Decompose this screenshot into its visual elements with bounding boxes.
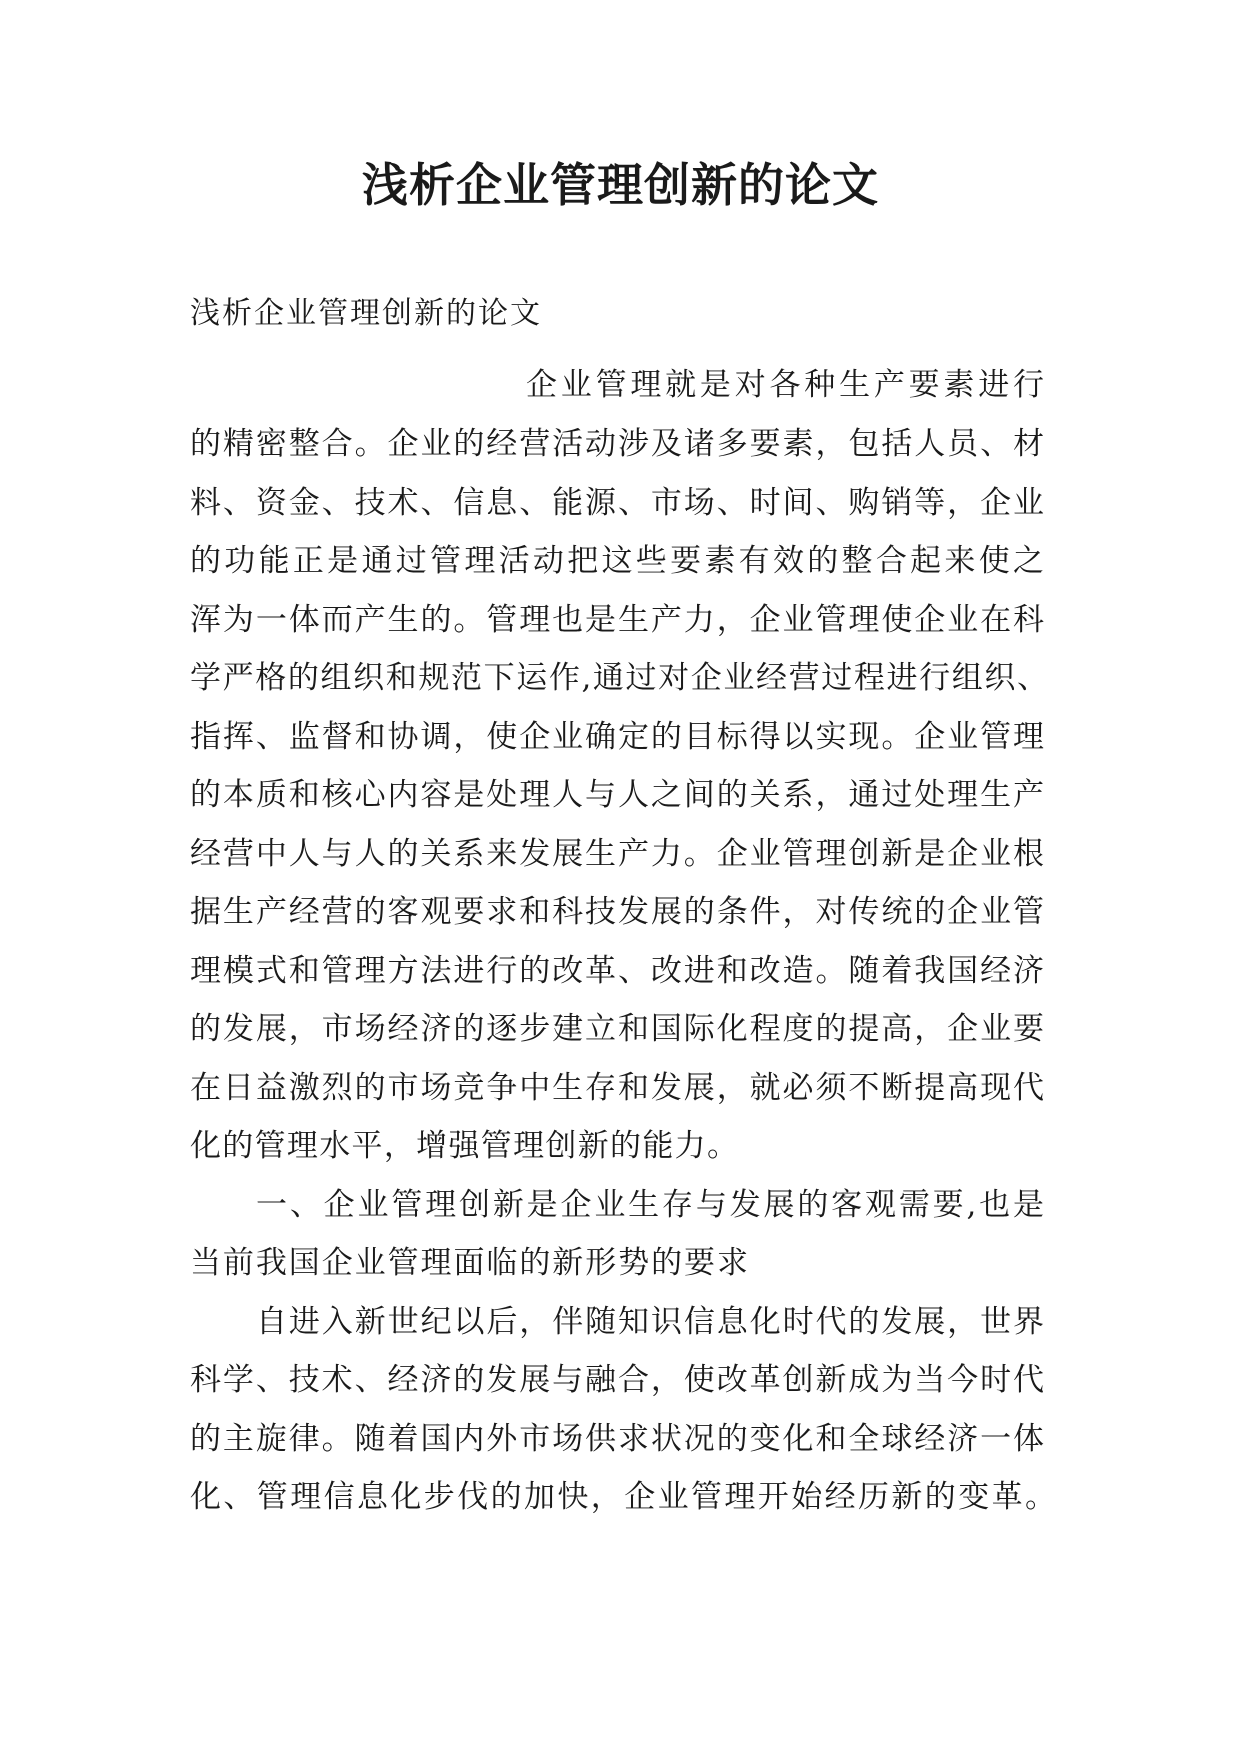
paragraph-line: 自进入新世纪以后，伴随知识信息化时代的发展，世界 [256, 1304, 1044, 1340]
paragraph-line: 化、管理信息化步伐的加快，企业管理开始经历新的变革。 [190, 1479, 1056, 1515]
paragraph-line: 指挥、监督和协调，使企业确定的目标得以实现。企业管理 [190, 719, 1044, 755]
paragraph-line: 科学、技术、经济的发展与融合，使改革创新成为当今时代 [190, 1362, 1044, 1398]
paragraph-line: 的发展，市场经济的逐步建立和国际化程度的提高，企业要 [190, 1011, 1044, 1047]
paragraph-line: 据生产经营的客观要求和科技发展的条件，对传统的企业管 [190, 894, 1044, 930]
paragraph-line: 化的管理水平，增强管理创新的能力。 [190, 1128, 738, 1164]
paragraph-line: 浑为一体而产生的。管理也是生产力，企业管理使企业在科 [190, 602, 1044, 638]
paragraph-line: 的功能正是通过管理活动把这些要素有效的整合起来使之 [190, 543, 1044, 579]
paragraph-line: 的本质和核心内容是处理人与人之间的关系，通过处理生产 [190, 777, 1044, 813]
document-title: 浅析企业管理创新的论文 [362, 158, 879, 212]
paragraph-line: 一、企业管理创新是企业生存与发展的客观需要,也是 [256, 1187, 1044, 1223]
paragraph-line: 理模式和管理方法进行的改革、改进和改造。随着我国经济 [190, 953, 1044, 989]
paragraph-line: 的主旋律。随着国内外市场供求状况的变化和全球经济一体 [190, 1421, 1044, 1457]
document-subtitle: 浅析企业管理创新的论文 [190, 296, 542, 331]
paragraph-line: 企业管理就是对各种生产要素进行 [526, 367, 1044, 403]
paragraph-line: 料、资金、技术、信息、能源、市场、时间、购销等，企业 [190, 485, 1044, 521]
paragraph-line: 的精密整合。企业的经营活动涉及诸多要素，包括人员、材 [190, 426, 1044, 462]
paragraph-line: 当前我国企业管理面临的新形势的要求 [190, 1245, 748, 1281]
paragraph-line: 在日益激烈的市场竞争中生存和发展，就必须不断提高现代 [190, 1070, 1044, 1106]
paragraph-line: 学严格的组织和规范下运作,通过对企业经营过程进行组织、 [190, 660, 1048, 696]
paragraph-line: 经营中人与人的关系来发展生产力。企业管理创新是企业根 [190, 836, 1044, 872]
